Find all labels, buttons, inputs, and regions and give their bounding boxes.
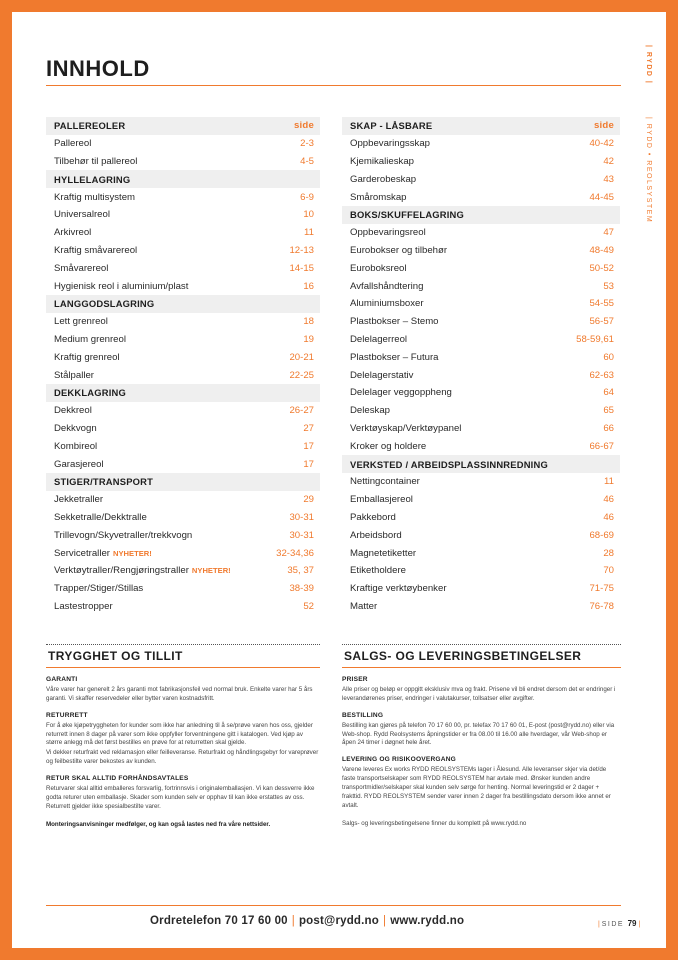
- toc-entry[interactable]: [46, 242, 320, 260]
- section-paragraph: Varene leveres Ex works RYDD REOLSYSTEMs lager i Ålesund. Alle leveranser skjer via det/de faste transportselskaper som RYDD REOLSYSTEM har avtale med. Ønsker kunden andre transportmidler/selskaper skal kunden selv sørge for henting. Normal leveringstid er 2 dager + frakttid. RYDD REOLSYSTEM sender varer innen 2 dager fra bestillingsdato dersom ikke annet er avtalt.: [342, 766, 611, 809]
- toc-label-text: Dekkvogn: [54, 422, 97, 434]
- toc-label-text: Euroboksreol: [350, 262, 407, 274]
- toc-label-text: Tilbehør til pallereol: [54, 155, 138, 167]
- toc-page: 52: [303, 600, 314, 612]
- toc-entry[interactable]: [46, 259, 320, 277]
- toc-label-text: Garderobeskap: [350, 173, 417, 185]
- new-badge: NYHETER!: [191, 566, 231, 576]
- toc-page: 14-15: [289, 262, 314, 274]
- footer-separator: |: [383, 915, 387, 927]
- section-paragraph: Vi dekker returfrakt ved reklamasjon eller feilleveranse. Returfrakt og håndlingsgebyr for vareprøver og feilbestilte varer bekostes av kunden.: [46, 749, 319, 766]
- toc-entry[interactable]: [46, 420, 320, 438]
- toc-right-column: [342, 117, 620, 615]
- salgs-rule: [342, 667, 621, 668]
- toc-entry[interactable]: [342, 509, 620, 527]
- toc-label: [54, 441, 97, 452]
- toc-page: 17: [303, 458, 314, 470]
- toc-page: 16: [303, 280, 314, 292]
- toc-page: 35, 37: [287, 565, 314, 577]
- toc-section-header: [342, 206, 620, 224]
- toc-label-text: Kraftig småvarereol: [54, 244, 138, 256]
- toc-label-text: Avfallshåndtering: [350, 280, 424, 292]
- toc-label-text: Kombireol: [54, 440, 98, 452]
- closing-note: Monteringsanvisninger medfølger, og kan også lastes ned fra våre nettsider.: [46, 820, 271, 828]
- toc-label-text: HYLLELAGRING: [54, 173, 131, 185]
- toc-entry[interactable]: [46, 135, 320, 153]
- toc-page: 18: [303, 316, 314, 328]
- toc-page: 22-25: [289, 369, 314, 381]
- toc-label: [350, 281, 423, 292]
- toc-label: [54, 387, 126, 398]
- toc-label: [54, 174, 130, 185]
- toc-label: [350, 583, 447, 594]
- page-bar: |: [636, 921, 641, 928]
- toc-label: [54, 245, 137, 256]
- footer-contact: [150, 915, 464, 927]
- toc-page: 66: [603, 422, 614, 434]
- section-heading: RETURRETT: [46, 711, 88, 719]
- toc-label: [350, 459, 548, 470]
- toc-label: [54, 405, 92, 416]
- toc-label: [54, 423, 97, 434]
- side-brand: [645, 45, 659, 225]
- frame-right: [666, 0, 678, 960]
- toc-page: 56-57: [589, 316, 614, 328]
- toc-label: [54, 601, 113, 612]
- toc-entry[interactable]: [46, 562, 320, 580]
- toc-label: [54, 156, 137, 167]
- toc-entry[interactable]: [342, 437, 620, 455]
- toc-section-header: [46, 295, 320, 313]
- toc-label-text: Delelager veggoppheng: [350, 387, 452, 399]
- toc-label: [54, 298, 154, 309]
- toc-page: 12-13: [289, 244, 314, 256]
- toc-page: 50-52: [589, 262, 614, 274]
- toc-label: [54, 192, 135, 203]
- toc-label: [350, 227, 426, 238]
- toc-label: [54, 281, 188, 292]
- toc-label: [350, 476, 420, 487]
- toc-left-column: [46, 117, 320, 615]
- toc-label: [54, 120, 125, 131]
- section-paragraph: Alle priser og beløp er oppgitt eksklusiv mva og frakt. Prisene vil bli endret dersom det er endringer i leverandørenes priser, endringer i valutakurser, tollsatser eller avgifter.: [342, 685, 616, 702]
- toc-entry[interactable]: [342, 295, 620, 313]
- toc-page: 10: [303, 209, 314, 221]
- toc-label: [350, 174, 416, 185]
- toc-label: [54, 548, 152, 559]
- side-brand-bottom: | RYDD • REOLSYSTEM: [645, 117, 652, 224]
- toc-entry[interactable]: [46, 491, 320, 509]
- toc-label: [350, 209, 464, 220]
- toc-entry[interactable]: [342, 366, 620, 384]
- toc-section-header: [46, 170, 320, 188]
- toc-label-text: Dekkreol: [54, 405, 92, 417]
- title-rule: [46, 85, 621, 86]
- side-brand-top: | RYDD |: [645, 45, 652, 85]
- toc-label-text: DEKKLAGRING: [54, 387, 126, 399]
- toc-label: [350, 192, 407, 203]
- toc-page: 65: [603, 405, 614, 417]
- toc-label-text: STIGER/TRANSPORT: [54, 476, 154, 488]
- toc-label-text: Garasjereol: [54, 458, 104, 470]
- toc-page: 47: [603, 227, 614, 239]
- toc-label: [350, 298, 424, 309]
- page-number: 79: [627, 919, 637, 928]
- toc-entry[interactable]: [342, 580, 620, 598]
- toc-page: 54-55: [589, 298, 614, 310]
- toc-entry[interactable]: [46, 188, 320, 206]
- toc-entry[interactable]: [342, 402, 620, 420]
- toc-entry[interactable]: [342, 277, 620, 295]
- toc-label: [54, 334, 126, 345]
- toc-label-text: Trillevogn/Skyvetraller/trekkvogn: [54, 529, 193, 541]
- toc-entry[interactable]: [46, 277, 320, 295]
- toc-label-text: Lett grenreol: [54, 316, 108, 328]
- toc-page: 46: [603, 494, 614, 506]
- section-heading: GARANTI: [46, 676, 78, 683]
- toc-label-text: Sekketralle/Dekktralle: [54, 511, 147, 523]
- toc-entry[interactable]: [46, 544, 320, 562]
- toc-page: 42: [603, 155, 614, 167]
- toc-label: [350, 263, 407, 274]
- toc-label: [54, 512, 147, 523]
- section-heading: PRISER: [342, 676, 368, 683]
- page-title: INNHOLD: [46, 56, 150, 81]
- footer-web[interactable]: www.rydd.no: [390, 915, 465, 927]
- toc-entry[interactable]: [46, 526, 320, 544]
- toc-page: 48-49: [589, 244, 614, 256]
- toc-label-text: Kroker og holdere: [350, 440, 427, 452]
- toc-label-text: Universalreol: [54, 209, 110, 221]
- toc-entry[interactable]: [46, 348, 320, 366]
- toc-label: [54, 352, 120, 363]
- toc-entry[interactable]: [342, 331, 620, 349]
- toc-label-text: Plastbokser – Stemo: [350, 316, 439, 328]
- footer-side-label: SIDE: [601, 921, 625, 928]
- toc-label-text: Magnetetiketter: [350, 547, 417, 559]
- toc-page: 11: [604, 476, 614, 488]
- toc-label: [350, 120, 432, 131]
- toc-entry[interactable]: [46, 224, 320, 242]
- section-paragraph: Våre varer har generelt 2 års garanti mot fabrikasjonsfeil ved normal bruk. Enkelte varer har 5 års garanti. Vi skaffer reservedeler eller bytter varen kostnadsfritt.: [46, 685, 313, 702]
- toc-label: [350, 387, 452, 398]
- toc-section-header: [46, 384, 320, 402]
- toc-label-text: Kraftig grenreol: [54, 351, 120, 363]
- toc-page: 71-75: [589, 583, 614, 595]
- toc-label: [350, 334, 407, 345]
- toc-label: [350, 530, 402, 541]
- toc-entry[interactable]: [342, 348, 620, 366]
- toc-entry[interactable]: [46, 509, 320, 527]
- toc-label-text: Småvarereol: [54, 262, 109, 274]
- toc-label: [350, 494, 413, 505]
- toc-page: 58-59,61: [576, 333, 614, 345]
- toc-label: [54, 370, 94, 381]
- salgs-body: [342, 676, 621, 829]
- toc-label-text: Nettingcontainer: [350, 476, 420, 488]
- toc-label: [350, 352, 439, 363]
- toc-label-text: SKAP - LÅSBARE: [350, 120, 433, 132]
- toc-page: 76-78: [589, 600, 614, 612]
- section-heading: LEVERING OG RISIKOOVERGANG: [342, 756, 457, 764]
- salgs-title: SALGS- OG LEVERINGSBETINGELSER: [344, 649, 582, 663]
- toc-label-text: Delelagerstativ: [350, 369, 414, 381]
- toc-page: 66-67: [589, 440, 614, 452]
- dotted-rule-right: [342, 644, 621, 645]
- toc-page: 40-42: [589, 138, 614, 150]
- toc-label: [54, 138, 91, 149]
- toc-entry[interactable]: [46, 598, 320, 616]
- toc-label: [350, 512, 396, 523]
- toc-entry[interactable]: [46, 206, 320, 224]
- toc-label-text: Pallereol: [54, 138, 92, 150]
- bottom-rule: [46, 905, 621, 906]
- toc-label: [350, 548, 416, 559]
- toc-page: 28: [603, 547, 614, 559]
- toc-page: 19: [303, 333, 314, 345]
- toc-section-header: [46, 473, 320, 491]
- frame-left: [0, 0, 12, 960]
- toc-page: 27: [303, 422, 314, 434]
- toc-label: [350, 156, 414, 167]
- section-paragraph: Returvarer skal alltid emballeres forsvarlig, fortrinnsvis i originalemballasjen. Vi kan dessverre ikke godta returer uten emballasje. Skader som kunden selv er opphav til kan ikke erstattes av oss. Returrett gjelder ikke spesialbestilte varer.: [46, 785, 315, 810]
- toc-label-text: PALLEREOLER: [54, 120, 126, 132]
- section-heading: BESTILLING: [342, 711, 384, 719]
- toc-page: 32-34,36: [276, 547, 314, 559]
- toc-label: [54, 530, 192, 541]
- toc-label-text: Småromskap: [350, 191, 407, 203]
- toc-label-text: Servicetraller: [54, 547, 110, 559]
- toc-entry[interactable]: [342, 384, 620, 402]
- footer-email[interactable]: post@rydd.no: [298, 915, 380, 927]
- toc-label-text: Oppbevaringsreol: [350, 227, 426, 239]
- toc-label-text: Jekketraller: [54, 494, 104, 506]
- toc-page: 4-5: [300, 155, 314, 167]
- toc-label: [54, 476, 153, 487]
- toc-label: [54, 227, 91, 238]
- toc-page: 20-21: [289, 351, 314, 363]
- toc-label-text: Etiketholdere: [350, 565, 406, 577]
- footer-page: [598, 919, 640, 928]
- toc-label-text: Deleskap: [350, 405, 390, 417]
- toc-label: [350, 316, 439, 327]
- toc-section-header: [342, 455, 620, 473]
- dotted-rule-left: [46, 644, 320, 645]
- section-paragraph: For å øke kjøpetryggheten for kunder som ikke har anledning til å se/prøve varen hos oss, gjelder returrett innen 8 dager på varer som ikke oppfyller forventningene gitt i katalogen. Ved kjøp av større anlegg må det først bestilles en prøve for at returretten skal gjelde.: [46, 721, 313, 747]
- toc-label-text: Kjemikalieskap: [350, 155, 414, 167]
- toc-label: [350, 370, 413, 381]
- toc-label: [54, 565, 231, 576]
- toc-label: [54, 583, 143, 594]
- toc-entry[interactable]: [342, 526, 620, 544]
- frame-top: [0, 0, 678, 12]
- toc-label: [350, 441, 426, 452]
- toc-entry[interactable]: [342, 598, 620, 616]
- toc-label: [54, 263, 108, 274]
- toc-page: 53: [603, 280, 614, 292]
- toc-entry[interactable]: [342, 170, 620, 188]
- toc-label-text: Stålpaller: [54, 369, 94, 381]
- toc-entry[interactable]: [342, 224, 620, 242]
- toc-label-text: Aluminiumsboxer: [350, 298, 424, 310]
- toc-label-text: Trapper/Stiger/Stillas: [54, 583, 144, 595]
- closing-note: Salgs- og leveringsbetingelsene finner du komplett på www.rydd.no: [342, 819, 527, 827]
- toc-page: 11: [304, 227, 314, 239]
- toc-page: 43: [603, 173, 614, 185]
- toc-page: 44-45: [589, 191, 614, 203]
- toc-entry[interactable]: [46, 455, 320, 473]
- toc-page: 68-69: [589, 529, 614, 541]
- trygghet-rule: [46, 667, 320, 668]
- toc-label-text: Medium grenreol: [54, 333, 126, 345]
- toc-label-text: Emballasjereol: [350, 494, 413, 506]
- toc-label-text: Delelagerreol: [350, 333, 408, 345]
- toc-entry[interactable]: [342, 491, 620, 509]
- toc-label: [350, 245, 447, 256]
- toc-entry[interactable]: [46, 366, 320, 384]
- toc-page: 30-31: [289, 511, 314, 523]
- toc-page: 2-3: [300, 138, 314, 150]
- page-bar: |: [598, 921, 602, 928]
- toc-entry[interactable]: [46, 153, 320, 171]
- toc-entry[interactable]: [46, 402, 320, 420]
- toc-label-text: Verktøytraller/Rengjøringstraller: [54, 565, 189, 577]
- toc-entry[interactable]: [342, 242, 620, 260]
- toc-page: side: [294, 120, 314, 132]
- new-badge: NYHETER!: [112, 548, 152, 558]
- trygghet-title: TRYGGHET OG TILLIT: [48, 649, 183, 663]
- toc-label: [350, 138, 430, 149]
- toc-entry[interactable]: [46, 437, 320, 455]
- toc-entry[interactable]: [342, 473, 620, 491]
- toc-label-text: Pakkebord: [350, 511, 396, 523]
- toc-label-text: LANGGODSLAGRING: [54, 298, 155, 310]
- toc-page: 70: [603, 565, 614, 577]
- toc-label: [350, 405, 390, 416]
- section-paragraph: Bestilling kan gjøres på telefon 70 17 60 00, pr. telefax 70 17 60 01, E-post (post@rydd.no) eller via Web-shop. Rydd Reolsystems åpningstider er fra 08.00 til 16.00 alle hverdager, vår Web-shop er åpen 24 timer i døgnet hele året.: [342, 721, 615, 747]
- toc-page: 26-27: [289, 405, 314, 417]
- toc-label-text: Arbeidsbord: [350, 529, 402, 541]
- toc-label-text: Lastestropper: [54, 600, 113, 612]
- toc-page: 6-9: [300, 191, 314, 203]
- toc-page: 30-31: [289, 529, 314, 541]
- footer-phone: Ordretelefon 70 17 60 00: [150, 915, 288, 927]
- toc-label: [350, 423, 461, 434]
- toc-entry[interactable]: [46, 313, 320, 331]
- toc-page: 60: [603, 351, 614, 363]
- toc-section-header: [342, 117, 620, 135]
- toc-page: 38-39: [289, 583, 314, 595]
- toc-entry[interactable]: [342, 544, 620, 562]
- toc-page: 46: [603, 511, 614, 523]
- toc-label: [54, 316, 108, 327]
- toc-entry[interactable]: [46, 580, 320, 598]
- toc-label-text: Oppbevaringsskap: [350, 138, 430, 150]
- toc-label-text: Kraftig multisystem: [54, 191, 136, 203]
- toc-section-header: [46, 117, 320, 135]
- trygghet-body: [46, 676, 320, 830]
- toc-label-text: Arkivreol: [54, 227, 92, 239]
- toc-entry[interactable]: [342, 135, 620, 153]
- toc-page: 29: [303, 494, 314, 506]
- toc-entry[interactable]: [342, 188, 620, 206]
- toc-label-text: Hygienisk reol i aluminium/plast: [54, 280, 189, 292]
- toc-label: [350, 601, 377, 612]
- toc-label-text: VERKSTED / ARBEIDSPLASSINNREDNING: [350, 458, 548, 470]
- toc-label-text: Plastbokser – Futura: [350, 351, 439, 363]
- toc-page: 62-63: [589, 369, 614, 381]
- footer-separator: |: [291, 915, 295, 927]
- toc-label: [54, 459, 104, 470]
- toc-label: [54, 494, 103, 505]
- toc-page: 17: [303, 440, 314, 452]
- frame-bottom: [0, 948, 678, 960]
- toc-label-text: Verktøyskap/Verktøypanel: [350, 422, 462, 434]
- toc-entry[interactable]: [342, 562, 620, 580]
- toc-label: [54, 209, 110, 220]
- toc-label-text: BOKS/SKUFFELAGRING: [350, 209, 465, 221]
- toc-label: [350, 565, 406, 576]
- toc-page: side: [594, 120, 614, 132]
- toc-entry[interactable]: [342, 153, 620, 171]
- toc-entry[interactable]: [46, 331, 320, 349]
- toc-page: 64: [603, 387, 614, 399]
- toc-label-text: Matter: [350, 600, 378, 612]
- toc-entry[interactable]: [342, 259, 620, 277]
- toc-entry[interactable]: [342, 313, 620, 331]
- toc-entry[interactable]: [342, 420, 620, 438]
- section-heading: RETUR SKAL ALLTID FORHÅNDSAVTALES: [46, 775, 189, 783]
- toc-label-text: Eurobokser og tilbehør: [350, 244, 448, 256]
- toc-label-text: Kraftige verktøybenker: [350, 583, 447, 595]
- footer: [0, 913, 678, 933]
